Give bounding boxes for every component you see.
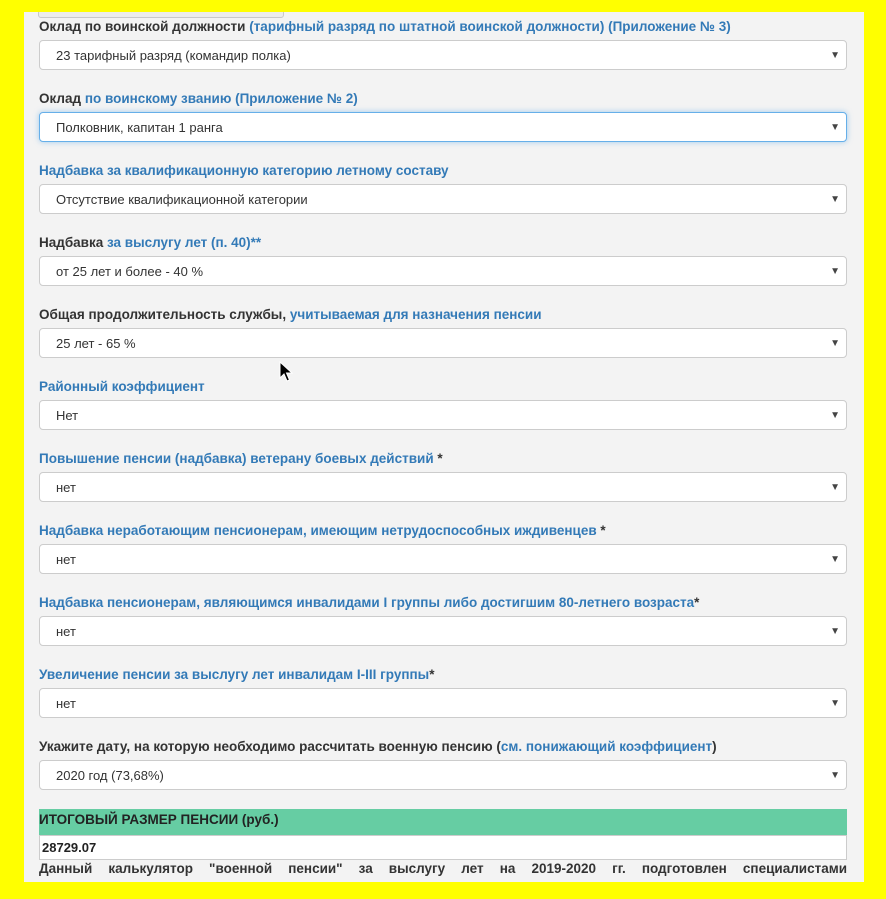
field-qualification-bonus [39, 160, 847, 214]
field-label [39, 736, 847, 758]
select-value: 23 тарифный разряд (командир полка) [56, 48, 291, 63]
calculator-panel [24, 12, 864, 882]
chevron-down-icon: ▼ [830, 554, 840, 565]
result-value: 28729.07 [39, 835, 847, 860]
select-value: Нет [56, 408, 79, 423]
field-calculation-date [39, 736, 847, 790]
chevron-down-icon: ▼ [830, 698, 840, 709]
label-link[interactable]: Районный коэффициент [39, 379, 205, 394]
seniority-bonus-select[interactable] [39, 256, 847, 286]
combat-veteran-bonus-select[interactable] [39, 472, 847, 502]
field-label [39, 304, 847, 326]
label-link[interactable]: Надбавка за квалификационную категорию летному составу [39, 163, 449, 178]
disability-increase-select[interactable] [39, 688, 847, 718]
field-label [39, 376, 847, 398]
field-label [39, 88, 847, 110]
result-header: ИТОГОВЫЙ РАЗМЕР ПЕНСИИ (руб.) [39, 809, 847, 835]
field-label [39, 448, 847, 470]
field-label [39, 520, 847, 542]
label-link[interactable]: Надбавка пенсионерам, являющимся инвалидами I группы либо достигшим 80-летнего возраста [39, 595, 695, 610]
field-seniority-bonus [39, 232, 847, 286]
position-salary-select[interactable] [39, 40, 847, 70]
field-label [39, 160, 847, 182]
label-tail: * [433, 451, 443, 466]
rank-salary-select[interactable] [39, 112, 847, 142]
select-value: 25 лет - 65 % [56, 336, 136, 351]
label-link[interactable]: за выслугу лет (п. 40)** [107, 235, 262, 250]
chevron-down-icon: ▼ [830, 410, 840, 421]
label-text: Укажите дату, на которую необходимо рассчитать военную пенсию ( [39, 739, 501, 754]
disability-age-bonus-select[interactable] [39, 616, 847, 646]
field-position-salary [39, 16, 847, 70]
label-text: Оклад по воинской должности [39, 19, 250, 34]
label-tail: * [694, 595, 700, 610]
field-regional-coefficient [39, 376, 847, 430]
select-value: нет [56, 552, 76, 567]
chevron-down-icon: ▼ [830, 50, 840, 61]
service-length-select[interactable] [39, 328, 847, 358]
label-link[interactable]: по воинскому званию (Приложение № 2) [84, 91, 358, 106]
select-value: от 25 лет и более - 40 % [56, 264, 204, 279]
field-label [39, 16, 847, 38]
label-tail: ) [712, 739, 717, 754]
chevron-down-icon: ▼ [830, 266, 840, 277]
label-link[interactable]: Надбавка неработающим пенсионерам, имеющим нетрудоспособных иждивенцев [39, 523, 597, 538]
label-text: Надбавка [39, 235, 107, 250]
calculation-date-select[interactable] [39, 760, 847, 790]
field-label [39, 232, 847, 254]
select-value: 2020 год (73,68%) [56, 768, 164, 783]
field-disability-age-bonus [39, 592, 847, 646]
footer-description: Данный калькулятор "военной пенсии" за выслугу лет на 2019-2020 гг. подготовлен специалистами [39, 861, 847, 876]
select-value: нет [56, 624, 76, 639]
chevron-down-icon: ▼ [830, 770, 840, 781]
select-value: нет [56, 480, 76, 495]
qualification-bonus-select[interactable] [39, 184, 847, 214]
select-value: Полковник, капитан 1 ранга [56, 120, 223, 135]
label-link[interactable]: (тарифный разряд по штатной воинской должности) (Приложение № 3) [249, 19, 731, 34]
label-text: Общая продолжительность службы, [39, 307, 290, 322]
chevron-down-icon: ▼ [830, 338, 840, 349]
label-tail: * [429, 667, 435, 682]
select-value: нет [56, 696, 76, 711]
chevron-down-icon: ▼ [830, 482, 840, 493]
label-link[interactable]: см. понижающий коэффициент [500, 739, 713, 754]
chevron-down-icon: ▼ [830, 194, 840, 205]
label-tail: * [596, 523, 606, 538]
select-value: Отсутствие квалификационной категории [56, 192, 308, 207]
regional-coefficient-select[interactable] [39, 400, 847, 430]
field-rank-salary [39, 88, 847, 142]
label-link[interactable]: Увеличение пенсии за выслугу лет инвалидам I-III группы [39, 667, 430, 682]
field-combat-veteran-bonus [39, 448, 847, 502]
chevron-down-icon: ▼ [830, 122, 840, 133]
field-label [39, 592, 847, 614]
mouse-cursor-icon [279, 361, 293, 383]
chevron-down-icon: ▼ [830, 626, 840, 637]
dependents-bonus-select[interactable] [39, 544, 847, 574]
field-label [39, 664, 847, 686]
label-link[interactable]: Повышение пенсии (надбавка) ветерану боевых действий [39, 451, 434, 466]
field-dependents-bonus [39, 520, 847, 574]
label-link[interactable]: учитываемая для назначения пенсии [289, 307, 542, 322]
field-disability-increase [39, 664, 847, 718]
field-service-length [39, 304, 847, 358]
label-text: Оклад [39, 91, 85, 106]
